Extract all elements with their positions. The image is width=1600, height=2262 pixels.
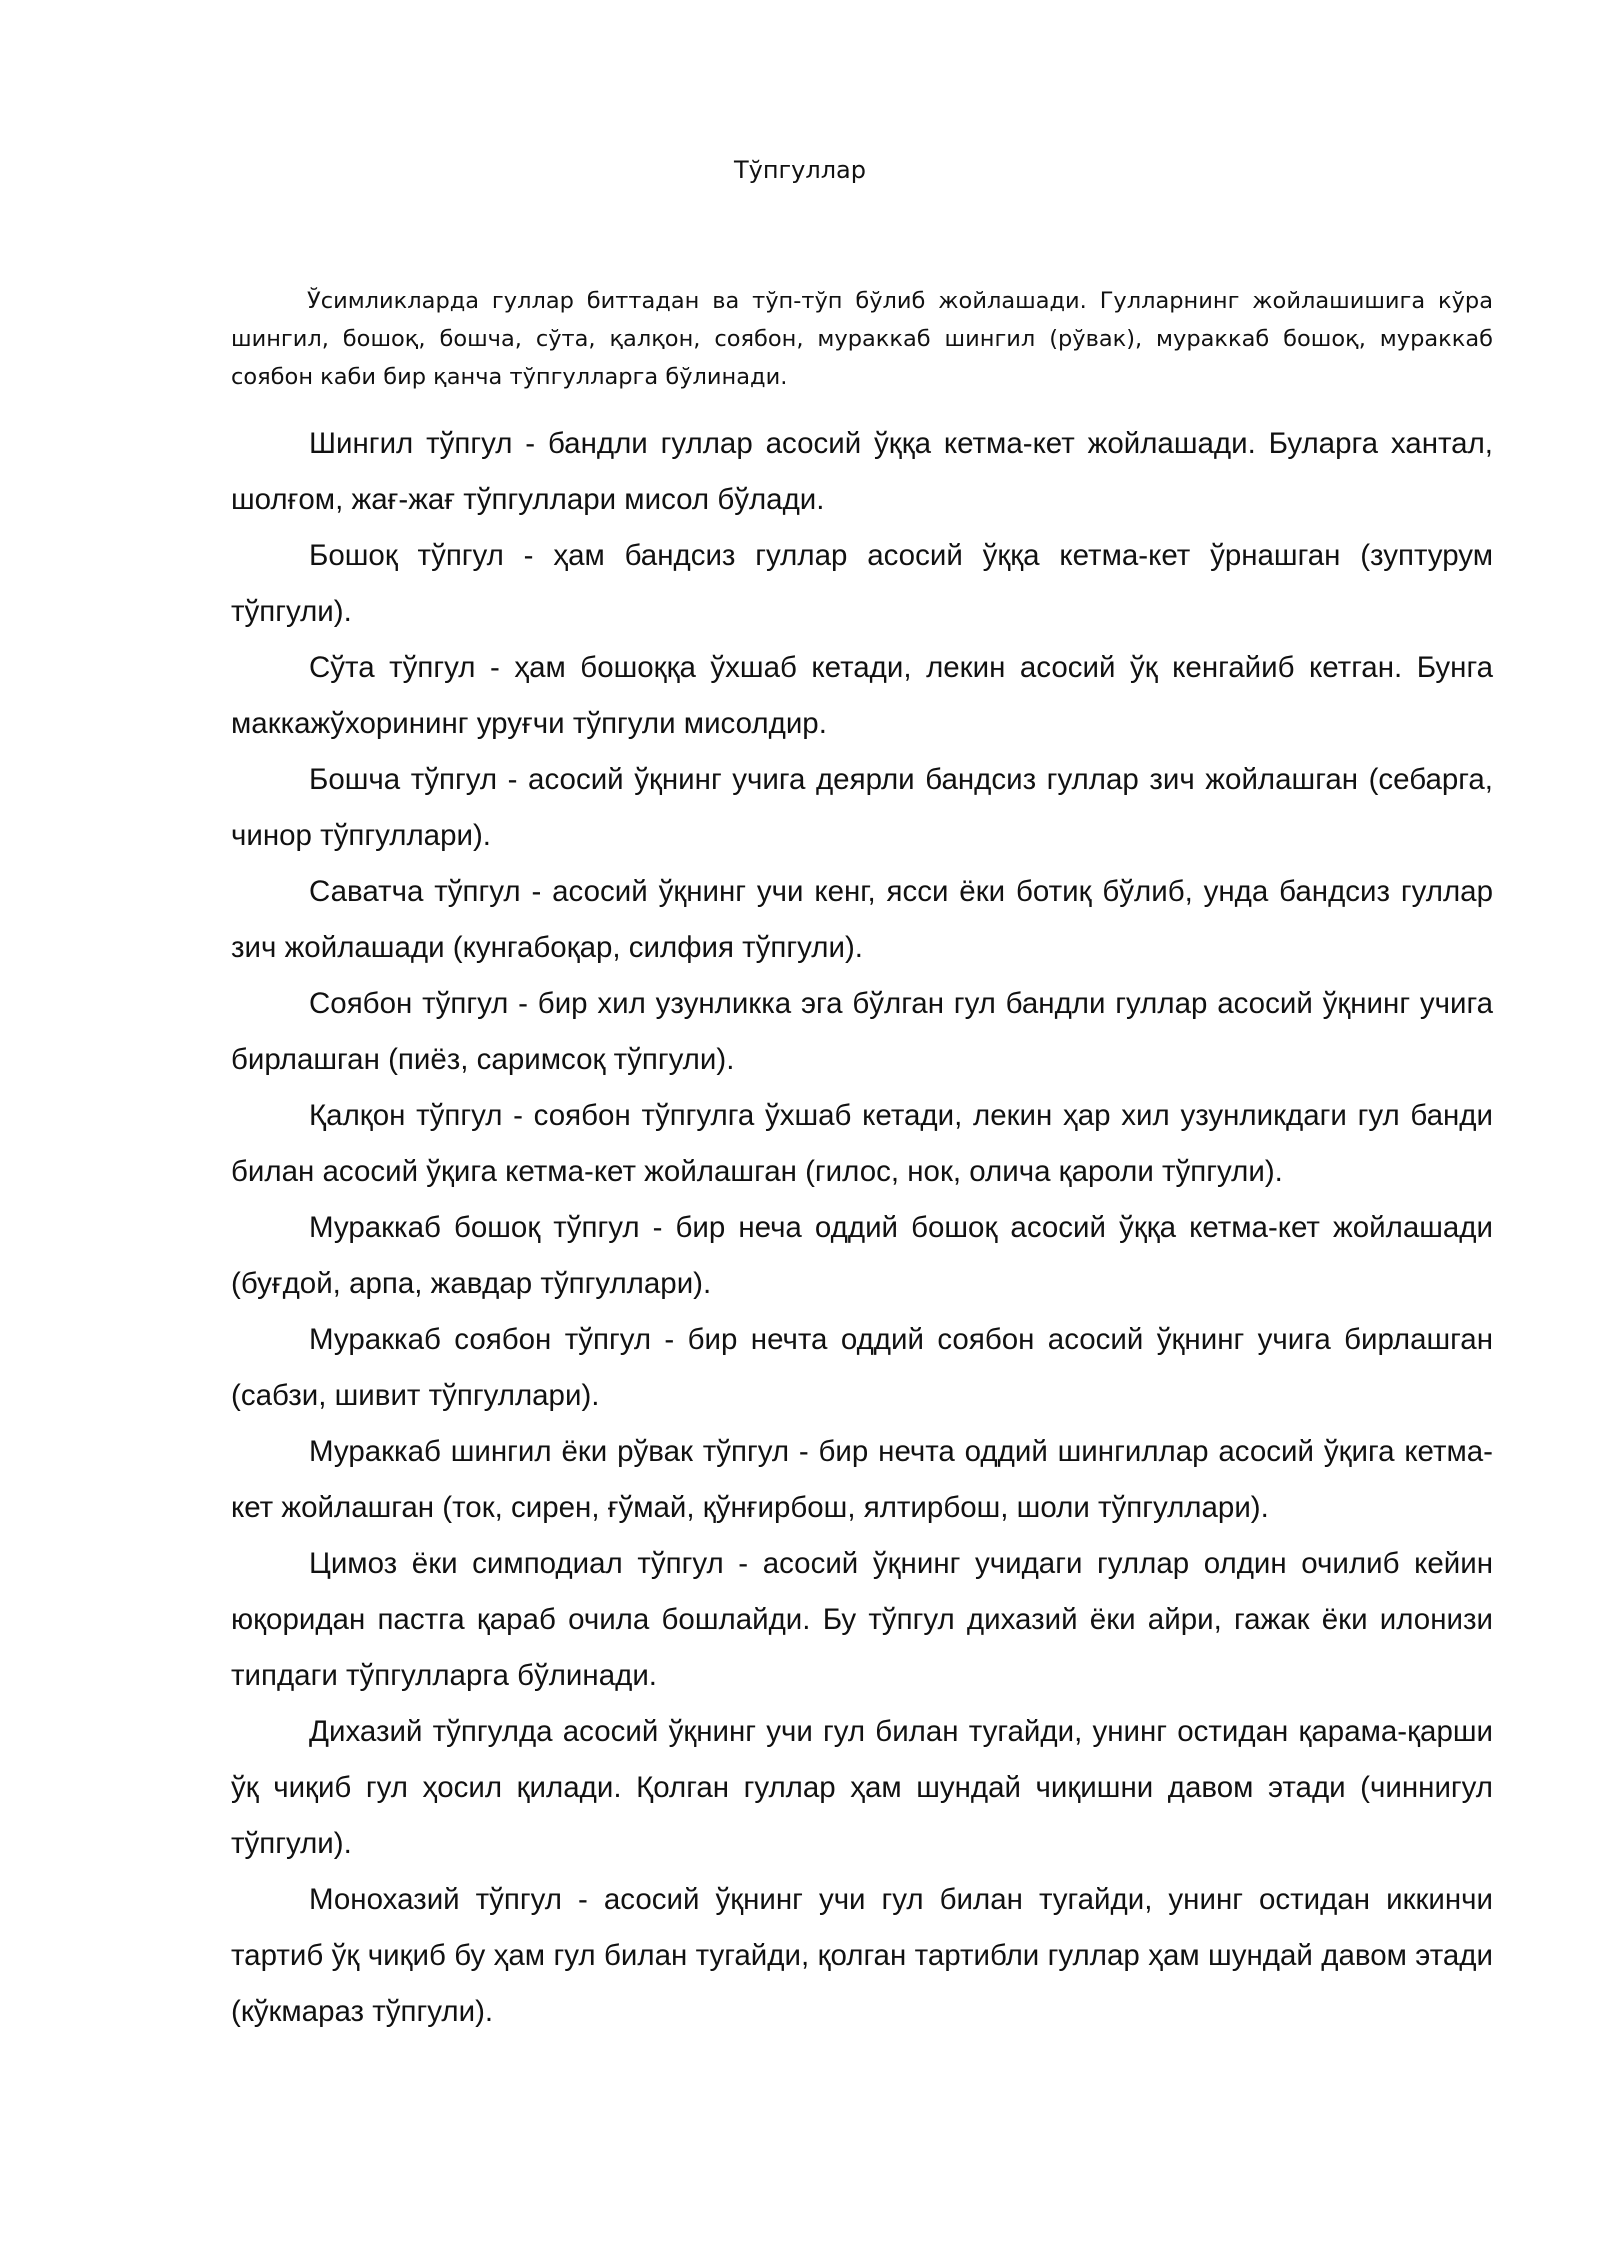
paragraph-boshcha: Бошча тўпгул - асосий ўқнинг учига деярли бандсиз гуллар зич жойлашган (себарга, чинор тўпгуллари). xyxy=(231,763,1493,852)
paragraph-dixaziy: Дихазий тўпгулда асосий ўқнинг учи гул билан тугайди, унинг остидан қарама-қарши ўқ чиқиб гул ҳосил қилади. Қолган гуллар ҳам шундай чиқишни давом этади (чиннигул тўпгули). xyxy=(231,1715,1493,1860)
paragraph-murakkab-boshoq: Мураккаб бошоқ тўпгул - бир неча оддий бошоқ асосий ўққа кетма-кет жойлашади (буғдой, арпа, жавдар тўпгуллари). xyxy=(231,1211,1493,1300)
paragraph-murakkab-soyabon: Мураккаб соябон тўпгул - бир нечта оддий соябон асосий ўқнинг учига бирлашган (сабзи, шивит тўпгуллари). xyxy=(231,1323,1493,1412)
paragraph-soyabon: Соябон тўпгул - бир хил узунликка эга бўлган гул бандли гуллар асосий ўқнинг учига бирлашган (пиёз, саримсоқ тўпгули). xyxy=(231,987,1493,1076)
document-body xyxy=(231,416,1493,2040)
paragraph-shingil: Шингил тўпгул - бандли гуллар асосий ўққа кетма-кет жойлашади. Буларга хантал, шолғом, жағ-жағ тўпгуллари мисол бўлади. xyxy=(231,427,1493,516)
paragraph-suta: Сўта тўпгул - ҳам бошоққа ўхшаб кетади, лекин асосий ўқ кенгайиб кетган. Бунга маккажўхорининг уруғчи тўпгули мисолдир. xyxy=(231,651,1493,740)
paragraph-cimoz: Цимоз ёки симподиал тўпгул - асосий ўқнинг учидаги гуллар олдин очилиб кейин юқоридан пастга қараб очила бошлайди. Бу тўпгул дихазий ёки айри, гажак ёки илонизи типдаги тўпгулларга бўлинади. xyxy=(231,1547,1493,1692)
paragraph-qalqon: Қалқон тўпгул - соябон тўпгулга ўхшаб кетади, лекин ҳар хил узунликдаги гул банди билан асосий ўқига кетма-кет жойлашган (гилос, нок, олича қароли тўпгули). xyxy=(231,1099,1493,1188)
paragraph-boshoq: Бошоқ тўпгул - ҳам бандсиз гуллар асосий ўққа кетма-кет ўрнашган (зуптурум тўпгули). xyxy=(231,539,1493,628)
document-title: Тўпгуллар xyxy=(734,156,866,184)
intro-paragraph: Ўсимликларда гуллар биттадан ва тўп-тўп бўлиб жойлашади. Гулларнинг жойлашишига кўра шингил, бошоқ, бошча, сўта, қалқон, соябон, мураккаб шингил (рўвак), мураккаб бошоқ, мураккаб соябон каби бир қанча тўпгулларга бўлинади. xyxy=(231,288,1493,390)
paragraph-savatcha: Саватча тўпгул - асосий ўқнинг учи кенг, ясси ёки ботиқ бўлиб, унда бандсиз гуллар зич жойлашади (кунгабоқар, силфия тўпгули). xyxy=(231,875,1493,964)
paragraph-murakkab-shingil: Мураккаб шингил ёки рўвак тўпгул - бир нечта оддий шингиллар асосий ўқига кетма-кет жойлашган (ток, сирен, ғўмай, қўнғирбош, ялтирбош, шоли тўпгуллари). xyxy=(231,1435,1493,1524)
paragraph-monoxaziy: Монохазий тўпгул - асосий ўқнинг учи гул билан тугайди, унинг остидан иккинчи тартиб ўқ чиқиб бу ҳам гул билан тугайди, қолган тартибли гуллар ҳам шундай давом этади (кўкмараз тўпгули). xyxy=(231,1883,1493,2028)
